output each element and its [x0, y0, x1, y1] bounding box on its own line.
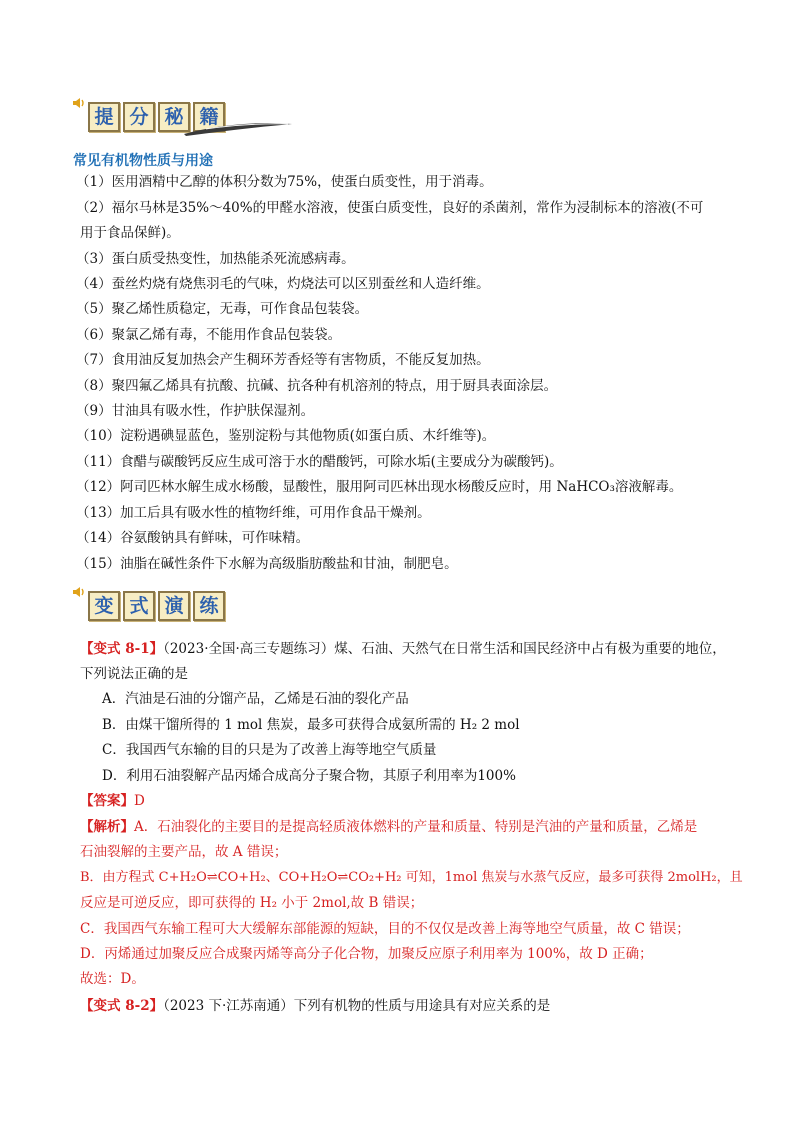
option-d: D．利用石油裂解产品丙烯合成高分子聚合物，其原子利用率为100% [102, 768, 516, 784]
section-title: 常见有机物性质与用途 [73, 153, 213, 169]
option-c: C．我国西气东输的目的只是为了改善上海等地空气质量 [102, 742, 437, 758]
question-tag: 【变式 8-1】 [80, 641, 164, 657]
list-item: （10）淀粉遇碘显蓝色，鉴别淀粉与其他物质(如蛋白质、木纤维等)。 [76, 428, 496, 444]
answer-value: D [134, 793, 145, 809]
banner-char: 分 [123, 102, 155, 132]
banner-char: 籍 [193, 102, 225, 132]
list-item: （5）聚乙烯性质稳定，无毒，可作食品包装袋。 [76, 301, 369, 317]
question-text: 下列说法正确的是 [80, 666, 188, 682]
analysis-text: A．石油裂化的主要目的是提高轻质液体燃料的产量和质量、特别是汽油的产量和质量，乙烯是 [134, 819, 698, 835]
list-item: （12）阿司匹林水解生成水杨酸，显酸性，服用阿司匹林出现水杨酸反应时，用 NaHCO₃溶液解毒。 [76, 479, 683, 495]
list-item: （11）食醋与碳酸钙反应生成可溶于水的醋酸钙，可除水垢(主要成分为碳酸钙)。 [76, 454, 563, 470]
speaker-icon [72, 585, 86, 599]
question-line [80, 640, 726, 658]
banner-char: 变 [88, 591, 120, 621]
list-item: （1）医用酒精中乙醇的体积分数为75%，使蛋白质变性，用于消毒。 [76, 174, 493, 190]
analysis-text: 石油裂解的主要产品，故 A 错误； [80, 844, 288, 860]
list-item-continuation: 用于食品保鲜)。 [80, 225, 180, 241]
banner-char: 练 [193, 591, 225, 621]
analysis-text: 反应是可逆反应，即可获得的 H₂ 小于 2mol,故 B 错误； [80, 895, 424, 911]
list-item: （8）聚四氟乙烯具有抗酸、抗碱、抗各种有机溶剂的特点，用于厨具表面涂层。 [76, 378, 558, 394]
section-banner-bianshiyanlian [72, 585, 232, 625]
question-tag: 【变式 8-2】 [80, 998, 164, 1014]
analysis-text: B．由方程式 C+H₂O⇌CO+H₂、CO+H₂O⇌CO₂+H₂ 可知，1mol 焦炭与水蒸气反应，最多可获得 2molH₂，且 [80, 870, 743, 885]
list-item: （14）谷氨酸钠具有鲜味，可作味精。 [76, 530, 310, 546]
analysis-text: 故选：D。 [80, 971, 145, 987]
list-item: （13）加工后具有吸水性的植物纤维，可用作食品干燥剂。 [76, 505, 431, 521]
banner-char: 秘 [158, 102, 190, 132]
question-text: （2023 下·江苏南通）下列有机物的性质与用途具有对应关系的是 [163, 998, 551, 1014]
banner-char: 演 [158, 591, 190, 621]
analysis-line [80, 818, 697, 836]
analysis-tag: 【解析】 [80, 819, 134, 835]
list-item: （6）聚氯乙烯有毒，不能用作食品包装袋。 [76, 327, 342, 343]
list-item: （7）食用油反复加热会产生稠环芳香烃等有害物质，不能反复加热。 [76, 352, 490, 368]
analysis-text: D．丙烯通过加聚反应合成聚丙烯等高分子化合物，加聚反应原子利用率为 100%，故 D 正确； [80, 946, 653, 962]
list-item: （3）蛋白质受热变性，加热能杀死流感病毒。 [76, 251, 355, 267]
answer-line [80, 792, 145, 810]
list-item: （9）甘油具有吸水性，作护肤保湿剂。 [76, 403, 315, 419]
banner-char: 式 [123, 591, 155, 621]
option-a: A．汽油是石油的分馏产品，乙烯是石油的裂化产品 [102, 691, 409, 707]
question-text: （2023·全国·高三专题练习）煤、石油、天然气在日常生活和国民经济中占有极为重要的地位， [163, 641, 726, 657]
list-item: （15）油脂在碱性条件下水解为高级脂肪酸盐和甘油，制肥皂。 [76, 556, 458, 572]
list-item: （4）蚕丝灼烧有烧焦羽毛的气味，灼烧法可以区别蚕丝和人造纤维。 [76, 276, 490, 292]
analysis-text: C．我国西气东输工程可大大缓解东部能源的短缺，目的不仅仅是改善上海等地空气质量，故 C 错误； [80, 921, 690, 937]
feather-pen-icon [176, 114, 296, 138]
answer-tag: 【答案】 [80, 793, 134, 809]
banner-char: 提 [88, 102, 120, 132]
list-item: （2）福尔马林是35%～40%的甲醛水溶液，使蛋白质变性，良好的杀菌剂，常作为浸制标本的溶液(不可 [76, 200, 704, 216]
question-line [80, 997, 550, 1015]
section-banner-tifenmiji [72, 96, 232, 136]
speaker-icon [72, 96, 86, 110]
option-b: B．由煤干馏所得的 1 mol 焦炭，最多可获得合成氨所需的 H₂ 2 mol [102, 717, 520, 733]
